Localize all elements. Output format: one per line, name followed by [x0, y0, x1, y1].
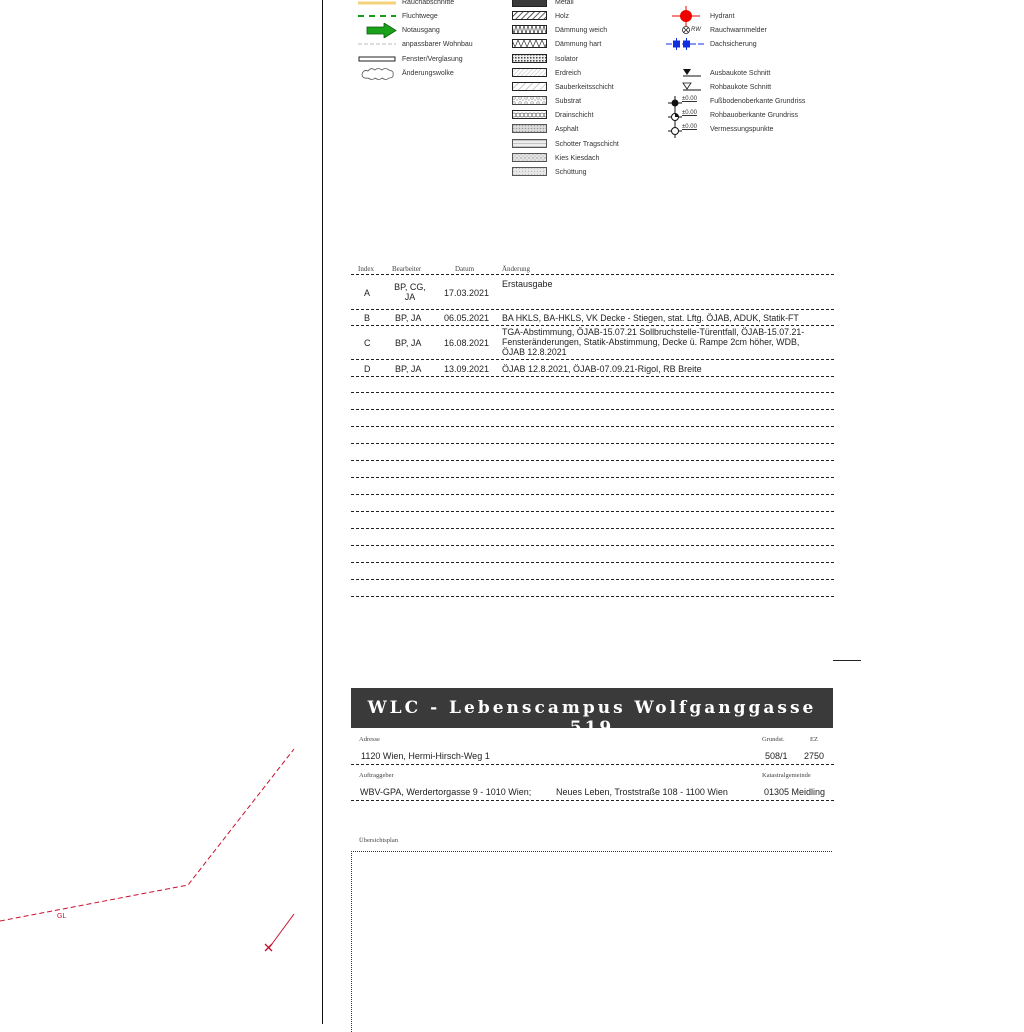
cell-change: TGA-Abstimmung, ÖJAB-15.07.21 Sollbruchstelle-Türentfall, ÖJAB-15.07.21-Fensteränderungen, Statik-Abstimmung, Decke ü. Rampe 2cm höher, WDB, ÖJAB 12.8.2021 — [502, 327, 805, 357]
legend-label: Dachsicherung — [710, 41, 757, 48]
legend-label: Metall — [555, 0, 574, 6]
cell-index: C — [364, 338, 371, 348]
filled-triangle-icon — [682, 68, 702, 77]
sheet-divider — [322, 0, 323, 1024]
smoke-detector-code: RW — [691, 27, 701, 33]
overview-plan-label: Übersichtsplan — [359, 837, 398, 844]
address-label: Adresse — [359, 736, 380, 743]
short-rule — [833, 660, 861, 661]
soft-insulation-swatch-icon — [512, 25, 548, 35]
empty-row-line — [351, 392, 834, 393]
legend-label: Ausbaukote Schnitt — [710, 70, 771, 77]
empty-row-line — [351, 494, 834, 495]
overview-plan-frame — [351, 851, 832, 1032]
survey-cross-icon — [265, 944, 272, 951]
cell-index: B — [364, 313, 371, 323]
empty-row-line — [351, 426, 834, 427]
legend-label: Dämmung hart — [555, 41, 602, 48]
survey-point-icon — [668, 124, 682, 138]
property-boundary-line — [0, 749, 294, 921]
cell-date: 06.05.2021 — [444, 313, 490, 323]
legend-label: Isolator — [555, 56, 578, 63]
project-title: WLC - Lebenscampus Wolfganggasse 519 — [367, 698, 817, 738]
empty-row-line — [351, 562, 834, 563]
legend-label: Notausgang — [402, 27, 440, 34]
legend-label: anpassbarer Wohnbau — [402, 41, 473, 48]
cell-editor: BP, CG, JA — [394, 282, 426, 302]
empty-row-line — [351, 477, 834, 478]
empty-row-line — [351, 596, 834, 597]
blinding-layer-swatch-icon — [512, 82, 548, 92]
row-divider — [351, 359, 834, 360]
plan-drawing — [0, 0, 322, 1024]
boundary-tick-line — [269, 914, 294, 948]
level-value: ±0.00 — [682, 96, 697, 102]
level-value: ±0.00 — [682, 110, 697, 116]
substrate-swatch-icon — [512, 96, 548, 106]
ez-label: EZ — [810, 736, 818, 743]
cell-index: A — [364, 288, 371, 298]
grey-dashed-line-icon — [358, 41, 398, 47]
empty-row-line — [351, 528, 834, 529]
roof-anchor-icon — [666, 38, 706, 50]
legend-label: Schüttung — [555, 169, 587, 176]
client-value-1: WBV-GPA, Werdertorgasse 9 - 1010 Wien; — [360, 787, 532, 797]
legend-label: Drainschicht — [555, 112, 594, 119]
cadastral-label: Katastralgemeinde — [762, 772, 811, 779]
legend-label: Dämmung weich — [555, 27, 608, 34]
address-value: 1120 Wien, Hermi-Hirsch-Weg 1 — [361, 751, 490, 761]
green-dashed-line-icon — [358, 12, 398, 20]
legend-label: Hydrant — [710, 13, 735, 20]
cell-date: 16.08.2021 — [444, 338, 490, 348]
cell-editor: BP, JA — [395, 313, 422, 323]
cadastral-value: 01305 Meidling — [764, 787, 826, 797]
legend-label: Rohbaukote Schnitt — [710, 84, 772, 91]
col-header-date: Datum — [455, 265, 475, 273]
window-icon — [358, 56, 398, 63]
legend-label: Substrat — [555, 98, 582, 105]
wood-swatch-icon — [512, 11, 548, 21]
legend-label: Fenster/Verglasung — [402, 56, 463, 63]
row-divider — [351, 274, 834, 275]
level-value: ±0.00 — [682, 124, 697, 130]
boundary-label: GL — [57, 913, 67, 920]
legend-label: Vermessungspunkte — [710, 126, 774, 133]
isolator-swatch-icon — [512, 54, 548, 64]
cell-index: D — [364, 364, 371, 374]
legend-label: Rauchwarnmelder — [710, 27, 767, 34]
legend-label: Änderungswolke — [402, 70, 454, 77]
open-triangle-icon — [682, 82, 702, 91]
col-header-change: Änderung — [502, 265, 530, 273]
cell-change: ÖJAB 12.8.2021, ÖJAB-07.09.21-Rigol, RB Breite — [502, 364, 702, 374]
row-divider — [351, 325, 834, 326]
cell-editor: BP, JA — [395, 338, 422, 348]
legend-label: Kies Kiesdach — [555, 155, 600, 162]
gravel-base-swatch-icon — [512, 139, 548, 149]
level-marker-open-icon — [668, 110, 682, 124]
empty-row-line — [351, 409, 834, 410]
cell-date: 13.09.2021 — [444, 364, 490, 374]
fill-swatch-icon — [512, 167, 548, 177]
soil-swatch-icon — [512, 68, 548, 78]
ez-value: 2750 — [804, 751, 825, 761]
row-divider — [351, 309, 834, 310]
asphalt-swatch-icon — [512, 124, 548, 134]
row-divider — [351, 800, 834, 801]
cell-editor: BP, JA — [395, 364, 422, 374]
project-title-bar — [351, 688, 833, 738]
client-label: Auftraggeber — [359, 772, 394, 779]
yellow-line-icon — [358, 0, 398, 6]
row-divider — [351, 764, 834, 765]
legend-label: Holz — [555, 13, 570, 20]
green-arrow-icon — [366, 23, 398, 38]
plot-value: 508/1 — [765, 751, 788, 761]
empty-row-line — [351, 545, 834, 546]
col-header-editor: Bearbeiter — [392, 265, 422, 273]
legend-label: Fußbodenoberkante Grundriss — [710, 98, 806, 105]
legend-label: Erdreich — [555, 70, 582, 77]
row-divider — [351, 376, 834, 377]
legend-label: Asphalt — [555, 126, 579, 133]
empty-row-line — [351, 579, 834, 580]
client-value-2: Neues Leben, Troststraße 108 - 1100 Wien — [556, 787, 728, 797]
legend-label: Sauberkeitsschicht — [555, 84, 614, 91]
empty-row-line — [351, 511, 834, 512]
level-marker-filled-icon — [668, 96, 682, 110]
legend-label: Fluchtwege — [402, 13, 438, 20]
revision-cloud-icon — [358, 68, 398, 80]
hydrant-icon — [672, 6, 702, 26]
hard-insulation-swatch-icon — [512, 39, 548, 49]
cell-change: Erstausgabe — [502, 279, 553, 289]
plot-label: Grundst. — [762, 736, 785, 743]
legend-label: Schotter Tragschicht — [555, 141, 619, 148]
drainage-swatch-icon — [512, 110, 548, 120]
empty-row-line — [351, 460, 834, 461]
legend-label: Rohbauoberkante Grundriss — [710, 112, 798, 119]
empty-row-line — [351, 443, 834, 444]
pebble-roof-swatch-icon — [512, 153, 548, 163]
cell-date: 17.03.2021 — [444, 288, 490, 298]
cell-change: BA HKLS, BA-HKLS, VK Decke - Stiegen, stat. Lftg. ÖJAB, ADUK, Statik-FT — [502, 313, 799, 323]
metal-swatch-icon — [512, 0, 548, 8]
col-header-index: Index — [358, 265, 374, 273]
legend-label: Rauchabschnitte — [402, 0, 455, 6]
